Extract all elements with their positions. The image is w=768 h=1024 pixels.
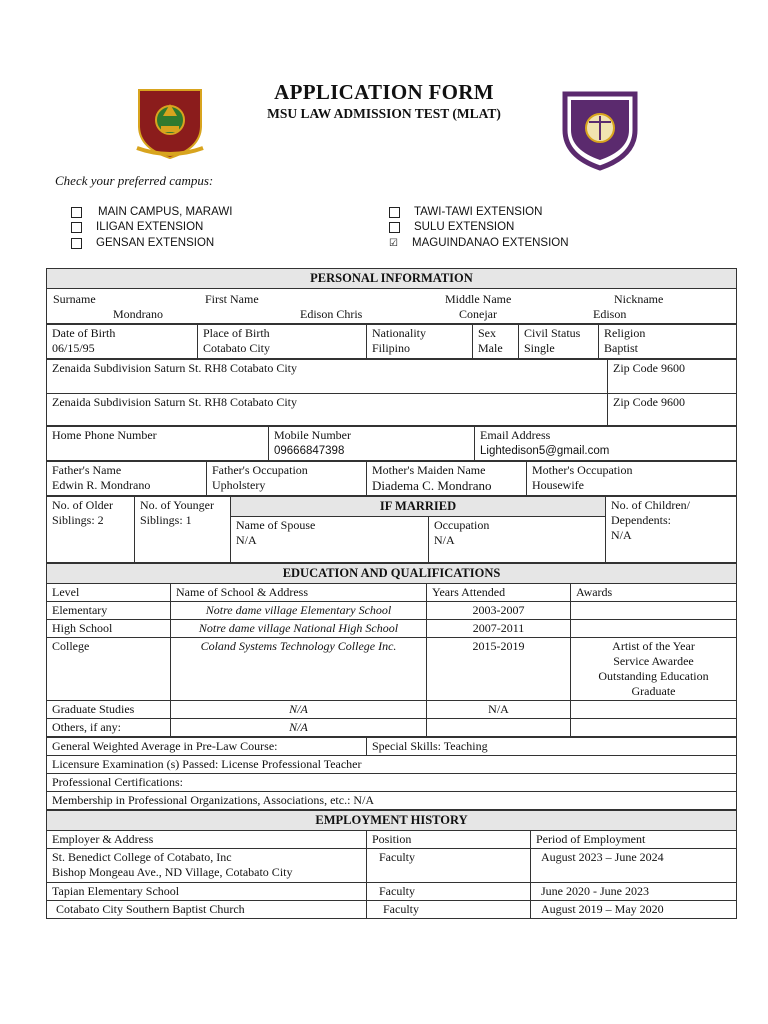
religion-cell[interactable]: Religion Baptist	[599, 325, 737, 359]
older-siblings-cell[interactable]: No. of Older Siblings: 2	[47, 497, 135, 563]
campus-option-iligan[interactable]: ILIGAN EXTENSION	[71, 221, 203, 233]
campus-prompt: Check your preferred campus:	[55, 173, 214, 188]
form-title: APPLICATION FORM	[274, 80, 494, 104]
college-awards[interactable]: Artist of the Year Service Awardee Outstanding Education Graduate	[571, 638, 737, 701]
nationality-cell[interactable]: Nationality Filipino	[367, 325, 473, 359]
table-row: High School Notre dame village National High School 2007-2011	[47, 620, 737, 638]
siblings-married-table	[46, 496, 737, 563]
contact-table	[46, 426, 737, 461]
zip-code-2[interactable]: Zip Code 9600	[608, 394, 737, 426]
address-line-1[interactable]: Zenaida Subdivision Saturn St. RH8 Cotabato City	[47, 360, 608, 394]
checkbox[interactable]	[71, 238, 82, 249]
table-row: St. Benedict College of Cotabato, Inc Bishop Mongeau Ave., ND Village, Cotabato City Faculty August 2023 – June 2024	[47, 849, 737, 883]
name-row: Surname Mondrano First Name Edison Chris Middle Name Conejar Nickname Edison	[47, 289, 737, 324]
email-cell[interactable]: Email Address Lightedison5@gmail.com	[475, 427, 737, 461]
if-married-heading: IF MARRIED	[231, 497, 606, 517]
pob-cell[interactable]: Place of Birth Cotabato City	[198, 325, 367, 359]
section-heading: PERSONAL INFORMATION	[47, 269, 737, 289]
dob-cell[interactable]: Date of Birth 06/15/95	[47, 325, 198, 359]
first-name-value[interactable]: Edison Chris	[300, 307, 363, 321]
nickname-value[interactable]: Edison	[593, 307, 627, 321]
campus-option-sulu[interactable]: SULU EXTENSION	[389, 221, 514, 233]
application-form	[46, 268, 737, 919]
checkbox[interactable]	[71, 222, 82, 233]
education-table: EDUCATION AND QUALIFICATIONS Level Name of School & Address Years Attended Awards Elementary Notre dame village Elementary School 2003-2007 High School Notre dame village National High School 2007-2011 College Coland Systems Technology College Inc. 2015-2019 Artist of the Year Service Awardee Outstanding Education Graduate Graduate Studies N/A N/A Others, if any: N/A	[46, 563, 737, 737]
college-of-law-seal-logo	[555, 86, 645, 172]
table-row: Elementary Notre dame village Elementary School 2003-2007	[47, 602, 737, 620]
table-row: Others, if any: N/A	[47, 719, 737, 737]
campus-option-maguindanao[interactable]: ☑ MAGUINDANAO EXTENSION	[389, 237, 569, 249]
table-row: Graduate Studies N/A N/A	[47, 701, 737, 719]
sex-cell[interactable]: Sex Male	[473, 325, 519, 359]
special-skills-cell[interactable]: Special Skills: Teaching	[367, 738, 737, 756]
children-cell[interactable]: No. of Children/ Dependents: N/A	[606, 497, 737, 563]
mobile-cell[interactable]: Mobile Number 09666847398	[269, 427, 475, 461]
spouse-occupation-cell[interactable]: Occupation N/A	[429, 517, 606, 563]
address-table	[46, 359, 737, 426]
membership-cell[interactable]: Membership in Professional Organizations, Associations, etc.: N/A	[47, 792, 737, 810]
spouse-cell[interactable]: Name of Spouse N/A	[231, 517, 429, 563]
table-row: College Coland Systems Technology College Inc. 2015-2019 Artist of the Year Service Awardee Outstanding Education Graduate	[47, 638, 737, 701]
address-line-2[interactable]: Zenaida Subdivision Saturn St. RH8 Cotabato City	[47, 394, 608, 426]
father-occupation-cell[interactable]: Father's Occupation Upholstery	[207, 462, 367, 496]
younger-siblings-cell[interactable]: No. of Younger Siblings: 1	[135, 497, 231, 563]
home-phone-cell[interactable]: Home Phone Number	[47, 427, 269, 461]
parents-table	[46, 461, 737, 496]
checked-checkbox[interactable]: ☑	[389, 237, 398, 249]
section-heading: EMPLOYMENT HISTORY	[47, 811, 737, 831]
checkbox[interactable]	[389, 222, 400, 233]
father-name-cell[interactable]: Father's Name Edwin R. Mondrano	[47, 462, 207, 496]
civil-status-cell[interactable]: Civil Status Single	[519, 325, 599, 359]
licensure-cell[interactable]: Licensure Examination (s) Passed: License Professional Teacher	[47, 756, 737, 774]
employment-table: EMPLOYMENT HISTORY Employer & Address Position Period of Employment St. Benedict College of Cotabato, Inc Bishop Mongeau Ave., ND Village, Cotabato City Faculty August 2023 – June 2024 Tapian Elementary School Faculty June 2020 - June 2023 Cotabato City Southern Baptist Church Faculty August 2019 – May 2020	[46, 810, 737, 919]
table-row: Cotabato City Southern Baptist Church Faculty August 2019 – May 2020	[47, 901, 737, 919]
qualifications-table	[46, 737, 737, 810]
table-row: Tapian Elementary School Faculty June 2020 - June 2023	[47, 883, 737, 901]
campus-option-tawi-tawi[interactable]: TAWI-TAWI EXTENSION	[389, 206, 542, 218]
zip-code-1[interactable]: Zip Code 9600	[608, 360, 737, 394]
campus-option-main[interactable]: MAIN CAMPUS, MARAWI	[71, 206, 232, 218]
checkbox[interactable]	[389, 207, 400, 218]
personal-information-table	[46, 268, 737, 324]
checkbox[interactable]	[71, 207, 82, 218]
birth-row-table	[46, 324, 737, 359]
mother-occupation-cell[interactable]: Mother's Occupation Housewife	[527, 462, 737, 496]
section-heading: EDUCATION AND QUALIFICATIONS	[47, 564, 737, 584]
certifications-cell[interactable]: Professional Certifications:	[47, 774, 737, 792]
surname-value[interactable]: Mondrano	[113, 307, 163, 321]
gwa-cell[interactable]: General Weighted Average in Pre-Law Course:	[47, 738, 367, 756]
middle-name-value[interactable]: Conejar	[459, 307, 497, 321]
form-subtitle: MSU LAW ADMISSION TEST (MLAT)	[267, 106, 501, 121]
mother-name-cell[interactable]: Mother's Maiden Name Diadema C. Mondrano	[367, 462, 527, 496]
campus-option-gensan[interactable]: GENSAN EXTENSION	[71, 237, 214, 249]
